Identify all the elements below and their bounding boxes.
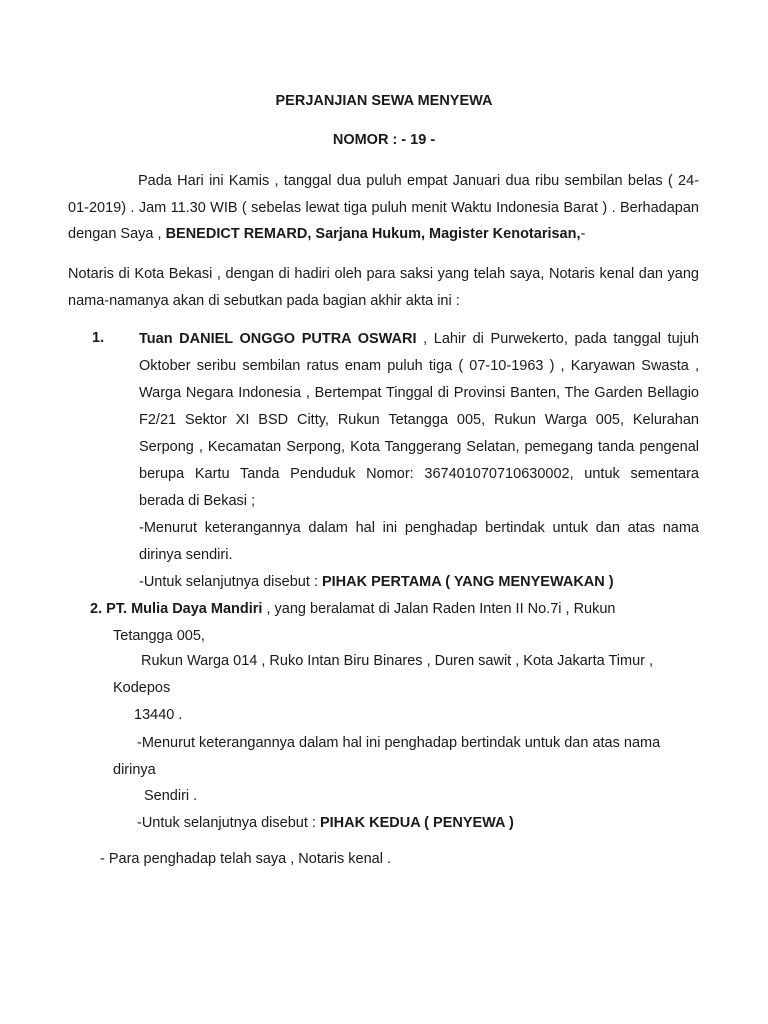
opening-paragraph xyxy=(68,168,699,248)
party2-number: 2. xyxy=(90,601,103,617)
party2-line1 xyxy=(90,596,699,623)
party2-line8: Sendiri . xyxy=(144,788,198,804)
party2-line4: Kodepos xyxy=(113,680,171,696)
party2-line6: -Menurut keterangannya dalam hal ini penghadap bertindak untuk dan atas nama xyxy=(137,735,661,751)
party2-designation-line xyxy=(137,810,746,837)
party2-designation: PIHAK KEDUA ( PENYEWA ) xyxy=(319,815,514,831)
party1-statement: -Menurut keterangannya dalam hal ini penghadap bertindak untuk dan atas nama dirinya sendiri. xyxy=(139,520,699,563)
party1-block xyxy=(139,326,699,596)
party1-number: 1. xyxy=(92,330,105,346)
party2-line5: 13440 . xyxy=(134,707,183,723)
party2-name: PT. Mulia Daya Mandiri xyxy=(106,601,263,617)
party2-line7: dirinya xyxy=(113,762,156,778)
closing-statement: - Para penghadap telah saya , Notaris kenal . xyxy=(100,851,391,867)
party1-name: Tuan DANIEL ONGGO PUTRA OSWARI xyxy=(139,331,417,347)
party1-details: , Lahir di Purwekerto, pada tanggal tujuh Oktober seribu sembilan ratus enam puluh tiga ( 07-10-1963 ) , Karyawan Swasta , Warga Negara Indonesia , Bertempat Tinggal di Provinsi Banten, The Garden Bellagio F2/21 Sektor XI BSD Citty, Rukun Tetangga 005, Rukun Warga 005, Kelurahan Serpong , Kecamatan Serpong, Kota Tanggerang Selatan, pemegang tanda pengenal berupa Kartu Tanda Penduduk Nomor: 367401070710630002, untuk sementara berada di Bekasi ; xyxy=(139,331,699,509)
party2-line3: Rukun Warga 014 , Ruko Intan Biru Binares , Duren sawit , Kota Jakarta Timur , xyxy=(141,653,654,669)
party1-designation-line xyxy=(139,569,699,596)
party1-designation: PIHAK PERTAMA ( YANG MENYEWAKAN ) xyxy=(321,574,614,590)
notary-name: BENEDICT REMARD, Sarjana Hukum, Magister Kenotarisan, xyxy=(165,226,581,242)
opening-text: Pada Hari ini Kamis , tanggal dua puluh empat Januari dua ribu sembilan belas ( 24-01-2019) . Jam 11.30 WIB ( sebelas lewat tiga puluh menit Waktu Indonesia Barat ) . Berhadapan dengan Saya , xyxy=(68,173,699,242)
party2-line1-rest: , yang beralamat di Jalan Raden Inten II No.7i , Rukun xyxy=(262,601,616,617)
notaris-paragraph: Notaris di Kota Bekasi , dengan di hadiri oleh para saksi yang telah saya, Notaris kenal dan yang nama-namanya akan di sebutkan pada bagian akhir akta ini : xyxy=(68,266,699,309)
party1-designation-prefix: -Untuk selanjutnya disebut : xyxy=(139,574,322,590)
party2-line2: Tetangga 005, xyxy=(113,628,205,644)
party2-designation-prefix: -Untuk selanjutnya disebut : xyxy=(137,815,320,831)
document-number: NOMOR : - 19 - xyxy=(332,132,436,148)
document-title: PERJANJIAN SEWA MENYEWA xyxy=(275,93,493,109)
opening-suffix: - xyxy=(580,226,586,242)
